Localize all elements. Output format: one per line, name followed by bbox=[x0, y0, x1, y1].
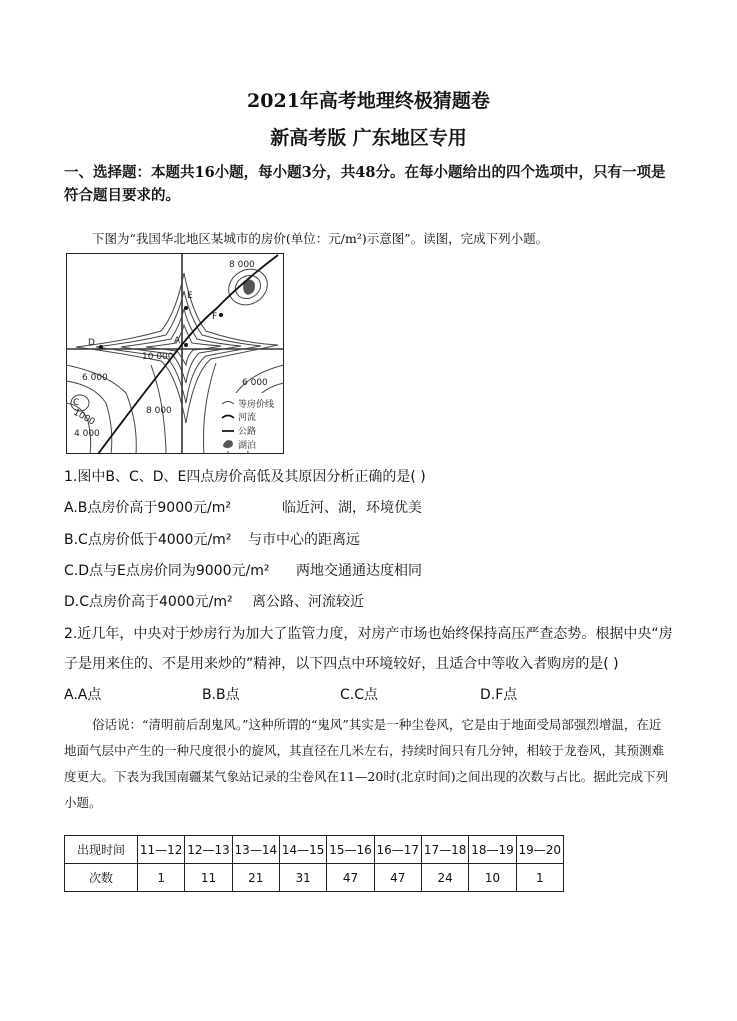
dust-devil-table bbox=[64, 835, 564, 892]
table-cell: 47 bbox=[374, 864, 421, 892]
q1-option-b bbox=[64, 529, 360, 549]
q1-option-c-reason: 两地交通通达度相同 bbox=[296, 563, 422, 579]
table-cell: 17—18 bbox=[421, 836, 468, 864]
table-cell: 13—14 bbox=[232, 836, 279, 864]
table-cell: 21 bbox=[232, 864, 279, 892]
q1-option-b-text: B.C点房价低于4000元/m² bbox=[64, 532, 232, 548]
table-cell: 11—12 bbox=[138, 836, 185, 864]
table-head-count: 次数 bbox=[65, 864, 138, 892]
legend-road: 公路 bbox=[238, 427, 257, 437]
q2-options bbox=[64, 684, 584, 704]
map-legend bbox=[218, 393, 282, 451]
table-cell: 18—19 bbox=[469, 836, 516, 864]
q2-option-d: D.F点 bbox=[480, 687, 518, 703]
table-cell: 15—16 bbox=[327, 836, 374, 864]
table-row bbox=[65, 836, 564, 864]
table-row bbox=[65, 864, 564, 892]
q1-option-c bbox=[64, 560, 422, 580]
legend-lake: 湖泊 bbox=[238, 441, 257, 451]
label-6000-left: 6 000 bbox=[82, 373, 108, 383]
point-e: E bbox=[187, 291, 193, 301]
point-f: F bbox=[212, 312, 218, 322]
legend-river: 河流 bbox=[238, 413, 257, 423]
label-8000-top: 8 000 bbox=[229, 260, 255, 270]
point-a: A bbox=[174, 336, 181, 346]
intro-text: 下图为“我国华北地区某城市的房价(单位：元/m²)示意图”。读图，完成下列小题。 bbox=[92, 231, 549, 246]
table-cell: 19—20 bbox=[516, 836, 563, 864]
point-b: B bbox=[254, 282, 261, 292]
q1-option-c-text: C.D点与E点房价同为9000元/m² bbox=[64, 563, 270, 579]
q2-line1: 2.近几年，中央对于炒房行为加大了监管力度，对房产市场也始终保持高压严查态势。根据中央“房 bbox=[64, 626, 673, 642]
q1-option-a-reason: 临近河、湖，环境优美 bbox=[282, 500, 422, 516]
label-10000: 10 000 bbox=[142, 352, 174, 362]
q1-option-d bbox=[64, 591, 364, 611]
q1-option-a-text: A.B点房价高于9000元/m² bbox=[64, 500, 231, 516]
q1-stem: 1.图中B、C、D、E四点房价高低及其原因分析正确的是( ) bbox=[64, 469, 426, 485]
table-cell: 1 bbox=[516, 864, 563, 892]
table-cell: 47 bbox=[327, 864, 374, 892]
q1-option-d-text: D.C点房价高于4000元/m² bbox=[64, 594, 233, 610]
table-cell: 12—13 bbox=[185, 836, 232, 864]
q1-option-d-reason: 离公路、河流较近 bbox=[252, 594, 364, 610]
legend-contour: 等房价线 bbox=[238, 400, 275, 410]
table-cell: 31 bbox=[279, 864, 326, 892]
table-cell: 14—15 bbox=[279, 836, 326, 864]
label-6000-right: 6 000 bbox=[242, 378, 268, 388]
label-4000: 4 000 bbox=[74, 429, 100, 439]
section-heading: 一、选择题：本题共16小题，每小题3分，共48分。在每小题给出的四个选项中，只有一项是符合题目要求的。 bbox=[64, 164, 666, 204]
q2-line2: 子是用来住的、不是用来炒的”精神，以下四点中环境较好，且适合中等收入者购房的是( ) bbox=[64, 656, 619, 672]
q1-option-a bbox=[64, 497, 422, 517]
table-cell: 1 bbox=[138, 864, 185, 892]
q2-option-c: C.C点 bbox=[340, 687, 379, 703]
table-cell: 24 bbox=[421, 864, 468, 892]
label-8000-bottom: 8 000 bbox=[146, 406, 172, 416]
page-subtitle: 新高考版 广东地区专用 bbox=[270, 127, 467, 149]
table-cell: 10 bbox=[469, 864, 516, 892]
q2-option-b: B.B点 bbox=[202, 687, 240, 703]
table-cell: 11 bbox=[185, 864, 232, 892]
dust-devil-passage: 俗话说：“清明前后刮鬼风。”这种所谓的“鬼风”其实是一种尘卷风，它是由于地面受局部强烈增温，在近地面气层中产生的一种尺度很小的旋风，其直径在几米左右，持续时间只有几分钟，相较于龙卷风，其预测难度更大。下表为我国南疆某气象站记录的尘卷风在11—20时(北京时间)之间出现的次数与占比。据此完成下列小题。 bbox=[64, 717, 669, 810]
table-head-time: 出现时间 bbox=[65, 836, 138, 864]
point-d: D bbox=[88, 338, 95, 348]
page-title: 2021年高考地理终极猜题卷 bbox=[247, 90, 490, 112]
q2-option-a: A.A点 bbox=[64, 687, 102, 703]
point-c: C bbox=[73, 398, 80, 408]
house-price-map bbox=[66, 253, 284, 454]
label-1000: 1000 bbox=[71, 407, 97, 428]
q1-option-b-reason: 与市中心的距离远 bbox=[248, 532, 360, 548]
table-cell: 16—17 bbox=[374, 836, 421, 864]
